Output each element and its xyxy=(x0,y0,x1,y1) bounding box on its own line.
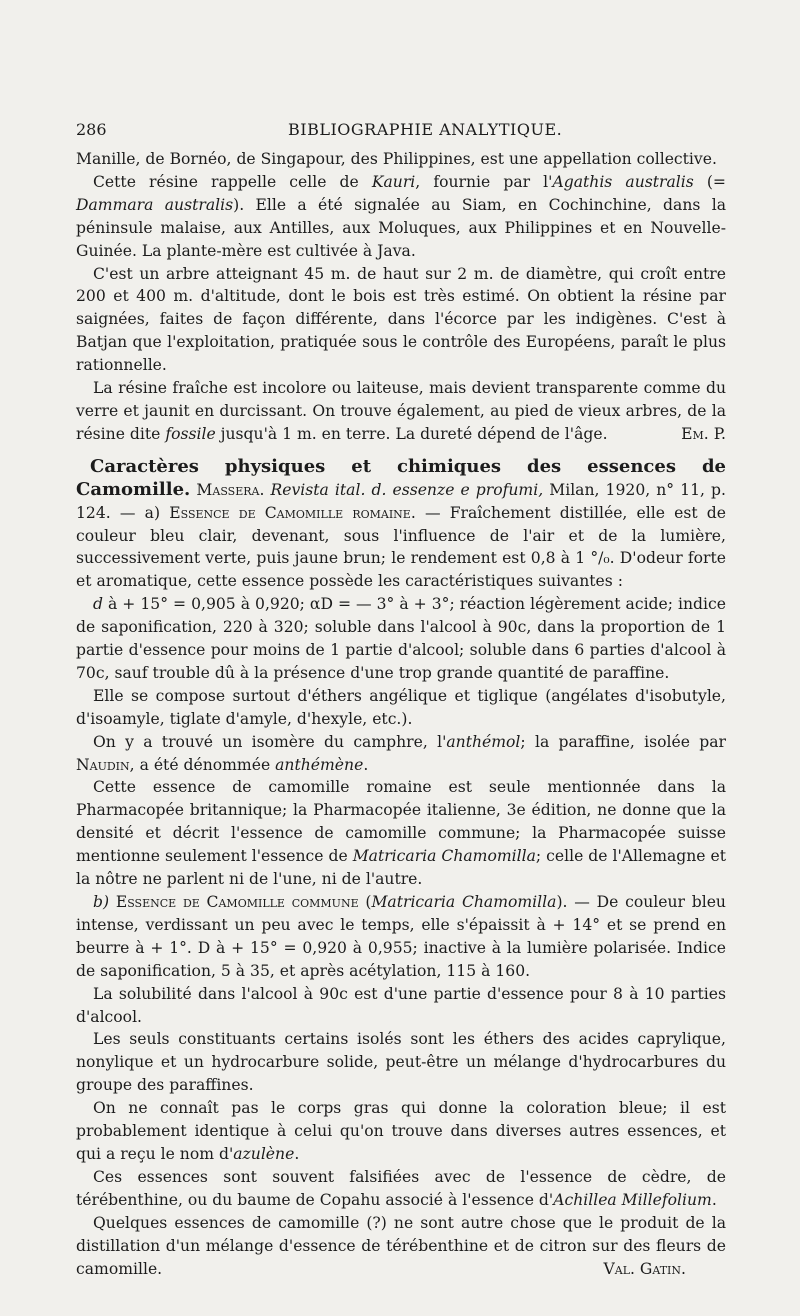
page-header xyxy=(76,120,726,144)
paragraph xyxy=(76,891,726,983)
article-heading-paragraph xyxy=(76,456,726,593)
italic-term: Achillea Millefolium xyxy=(553,1190,712,1209)
text-run: . xyxy=(294,1144,300,1163)
italic-term: Matricaria Chamomilla xyxy=(352,847,536,866)
text-run: ). Elle a été signalée au Siam, en Cochinchine, dans la péninsule malaise, aux Antilles, aux Moluques, aux Philippines et en Nouvelle-Guinée. La plante-mère est cultivée à Java. xyxy=(76,195,726,260)
spacer xyxy=(76,446,726,456)
section-label: — a) xyxy=(119,503,170,522)
text-run: . xyxy=(711,1190,717,1209)
section-label: b) xyxy=(93,893,116,912)
text-run: La résine fraîche est incolore ou laiteuse, mais devient transparente comme du verre et jaunit en durcissant. On trouve également, au pied de vieux arbres, de la résine dite xyxy=(76,379,726,443)
paragraph xyxy=(76,1097,726,1166)
text-run: Cette essence de camomille romaine est seule mentionnée dans la Pharmacopée britannique; la Pharmacopée italienne, 3e édition, ne donne que la densité et décrit l'essence de camomille commune; la Pharmacopée suisse mentionne seulement l'essence de xyxy=(76,778,726,866)
paragraph xyxy=(76,593,726,685)
paragraph: Elle se compose surtout d'éthers angélique et tiglique (angélates d'isobutyle, d'isoamyle, tiglate d'amyle, d'hexyle, etc.). xyxy=(76,686,726,728)
citation: Milan, 1920, n° 11, p. 124. xyxy=(76,480,726,522)
paragraph: Les seuls constituants certains isolés sont les éthers des acides caprylique, nonylique et un hydrocarbure solide, peut-être un mélange d'hydrocarbures du groupe des paraffines. xyxy=(76,1030,726,1095)
text-run: . xyxy=(363,755,369,774)
italic-term: Agathis australis xyxy=(552,172,694,191)
italic-term: anthémol xyxy=(446,732,521,751)
author: Massera. xyxy=(196,480,265,499)
text-run: (= xyxy=(693,172,726,191)
paragraph: Manille, de Bornéo, de Singapour, des Philippines, est une appellation collective. xyxy=(76,150,717,168)
italic-term: d xyxy=(93,595,103,614)
paragraph: La solubilité dans l'alcool à 90c est d'une partie d'essence pour 8 à 10 parties d'alcool. xyxy=(76,984,726,1026)
signature: Em. P. xyxy=(681,424,726,443)
paragraph xyxy=(76,776,726,891)
signature: Val. Gatin. xyxy=(603,1259,686,1278)
italic-term: fossile xyxy=(165,424,216,443)
running-title: BIBLIOGRAPHIE ANALYTIQUE. xyxy=(288,120,563,139)
paragraph xyxy=(76,1166,726,1212)
text-run: Ces essences sont souvent falsifiées avec de l'essence de cèdre, de térébenthine, ou du baume de Copahu associé à l'essence d' xyxy=(76,1167,726,1209)
page-body xyxy=(76,148,726,1280)
text-run: , fournie par l' xyxy=(415,172,553,191)
text-run: On y a trouvé un isomère du camphre, l' xyxy=(93,732,447,751)
text-run: ( xyxy=(358,893,372,912)
page-number: 286 xyxy=(76,120,107,139)
article-title: Caractères physiques et chimiques des essences de Camomille. xyxy=(76,455,726,500)
paragraph: C'est un arbre atteignant 45 m. de haut sur 2 m. de diamètre, qui croît entre 200 et 400 m. d'altitude, dont le bois est très estimé. On obtient la résine par saignées, faites de façon différente, dans l'écorce par les indigènes. C'est à Batjan que l'exploitation, pratiquée sous le contrôle des Européens, paraît le plus rationnelle. xyxy=(76,264,726,375)
text-run: jusqu'à 1 m. en terre. La dureté dépend de l'âge. xyxy=(215,424,608,443)
person-name: Naudin xyxy=(76,755,130,774)
journal-title: Revista ital. d. essenze e profumi, xyxy=(270,480,544,499)
text-run: , a été dénommée xyxy=(129,755,276,774)
text-run: — Fraîchement distillée, elle est de couleur bleu clair, devenant, sous l'influence de l'air et de la lumière, successivement verte, puis jaune brun; le rendement est 0,8 à 1 °/₀. D'odeur forte et aromatique, cette essence possède les caractéristiques suivantes : xyxy=(76,503,727,591)
section-title: Essence de Camomille romaine. xyxy=(169,503,416,522)
text-run: ; la paraffine, isolée par xyxy=(520,732,726,751)
text-run: à + 15° = 0,905 à 0,920; αD = — 3° à + 3°; réaction légèrement acide; indice de saponification, 220 à 320; soluble dans l'alcool à 90c, dans la proportion de 1 partie d'essence pour moins de 1 partie d'alcool; soluble dans 6 parties d'alcool à 70c, sauf trouble dû à la présence d'une trop grande quantité de paraffine. xyxy=(76,595,726,682)
paragraph: Quelques essences de camomille (?) ne sont autre chose que le produit de la distillation d'un mélange d'essence de térébenthine et de citron sur des fleurs de camomille. xyxy=(76,1213,726,1278)
italic-term: Kauri xyxy=(371,172,416,191)
italic-term: azulène xyxy=(233,1144,295,1163)
paragraph xyxy=(76,171,726,263)
italic-term: Dammara australis xyxy=(76,195,234,214)
text-run: On ne connaît pas le corps gras qui donne la coloration bleue; il est probablement identique à celui qu'on trouve dans diverses autres essences, et qui a reçu le nom d' xyxy=(76,1099,726,1163)
text-run: — De couleur bleu intense, verdissant un peu avec le temps, elle s'épaissit à + 14° et se prend en beurre à + 1°. D à + 15° = 0,920 à 0,955; inactive à la lumière polarisée. Indice de saponification, 5 à 35, et après acétylation, 115 à 160. xyxy=(76,893,726,980)
section-title: Essence de Camomille commune xyxy=(115,893,359,912)
italic-term: anthémène xyxy=(275,755,364,774)
italic-term: Matricaria Chamomilla xyxy=(371,893,557,912)
text-run: Cette résine rappelle celle de xyxy=(93,172,372,191)
text-run: ). xyxy=(556,893,568,912)
text-run: ; celle de l'Allemagne et la nôtre ne parlent ni de l'une, ni de l'autre. xyxy=(76,847,727,889)
paragraph xyxy=(76,731,726,777)
